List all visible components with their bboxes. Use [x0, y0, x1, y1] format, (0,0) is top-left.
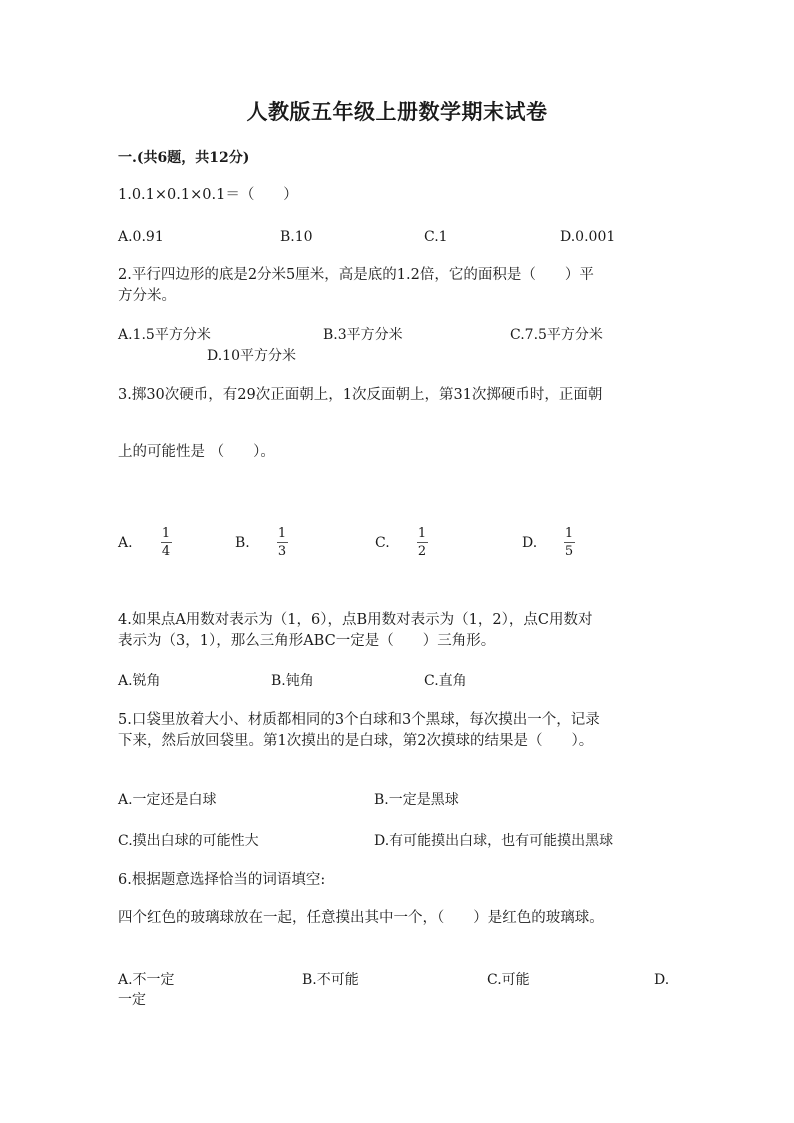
question-5-option-b: B.一定是黑球 [374, 792, 459, 808]
question-6-option-b: B.不可能 [302, 972, 359, 988]
question-4-option-c: C.直角 [424, 673, 467, 689]
question-5-option-d: D.有可能摸出白球，也有可能摸出黑球 [374, 833, 614, 849]
question-5-stem-line2: 下来，然后放回袋里。第1次摸出的是白球，第2次摸球的结果是（ ）。 [118, 733, 594, 749]
question-4-stem-line1: 4.如果点A用数对表示为（1，6），点B用数对表示为（1，2），点C用数对 [118, 612, 593, 628]
fraction-denominator: 4 [161, 544, 171, 559]
section-heading: 一.(共6题，共12分) [118, 150, 250, 166]
question-2-option-a: A.1.5平方分米 [118, 327, 211, 343]
question-1-option-d: D.0.001 [560, 229, 616, 245]
fraction-denominator: 5 [564, 544, 574, 559]
question-3-stem-line1: 3.掷30次硬币，有29次正面朝上，1次反面朝上，第31次掷硬币时，正面朝 [118, 387, 603, 403]
question-6-stem: 6.根据题意选择恰当的词语填空: [118, 872, 326, 888]
fraction-numerator: 1 [564, 526, 574, 541]
fraction-numerator: 1 [161, 526, 171, 541]
question-3-option-b-letter: B. [235, 535, 250, 551]
question-4-stem-line2: 表示为（3，1），那么三角形ABC一定是（ ）三角形。 [118, 633, 496, 649]
question-3-option-d-fraction [562, 526, 576, 559]
question-5-option-a: A.一定还是白球 [118, 792, 217, 808]
fraction-numerator: 1 [277, 526, 287, 541]
question-2-stem-line1: 2.平行四边形的底是2分米5厘米，高是底的1.2倍，它的面积是（ ）平 [118, 267, 594, 283]
question-5-option-c: C.摸出白球的可能性大 [118, 833, 259, 849]
question-2-option-c: C.7.5平方分米 [510, 327, 603, 343]
question-2-option-d: D.10平方分米 [207, 348, 296, 364]
question-2-option-b: B.3平方分米 [323, 327, 403, 343]
question-1-option-c: C.1 [424, 229, 448, 245]
question-6-option-d: D. [654, 972, 670, 988]
question-3-option-d-letter: D. [522, 535, 538, 551]
fraction-denominator: 2 [417, 544, 427, 559]
question-3-option-a-fraction [159, 526, 173, 559]
question-1-option-a: A.0.91 [118, 229, 164, 245]
fraction-bar [161, 542, 172, 543]
question-3-option-a-letter: A. [118, 535, 133, 551]
question-3-stem-line2: 上的可能性是 （ ）。 [118, 444, 275, 460]
fraction-bar [277, 542, 288, 543]
question-6-option-d-text: 一定 [118, 992, 146, 1008]
question-3-option-b-fraction [275, 526, 289, 559]
question-1-stem: 1.0.1×0.1×0.1＝（ ） [118, 187, 298, 203]
question-4-option-b: B.钝角 [271, 673, 314, 689]
question-6-option-c: C.可能 [487, 972, 530, 988]
fraction-denominator: 3 [277, 544, 287, 559]
question-5-stem-line1: 5.口袋里放着大小、材质都相同的3个白球和3个黑球，每次摸出一个，记录 [118, 712, 600, 728]
fraction-numerator: 1 [417, 526, 427, 541]
question-6-option-a: A.不一定 [118, 972, 175, 988]
question-3-option-c-fraction [415, 526, 429, 559]
question-1-option-b: B.10 [280, 229, 313, 245]
page-title: 人教版五年级上册数学期末试卷 [246, 99, 548, 124]
fraction-bar [417, 542, 428, 543]
question-6-sentence: 四个红色的玻璃球放在一起，任意摸出其中一个，（ ）是红色的玻璃球。 [118, 910, 604, 926]
question-4-option-a: A.锐角 [118, 673, 161, 689]
question-2-stem-line2: 方分米。 [118, 288, 176, 304]
question-3-option-c-letter: C. [375, 535, 390, 551]
fraction-bar [564, 542, 575, 543]
